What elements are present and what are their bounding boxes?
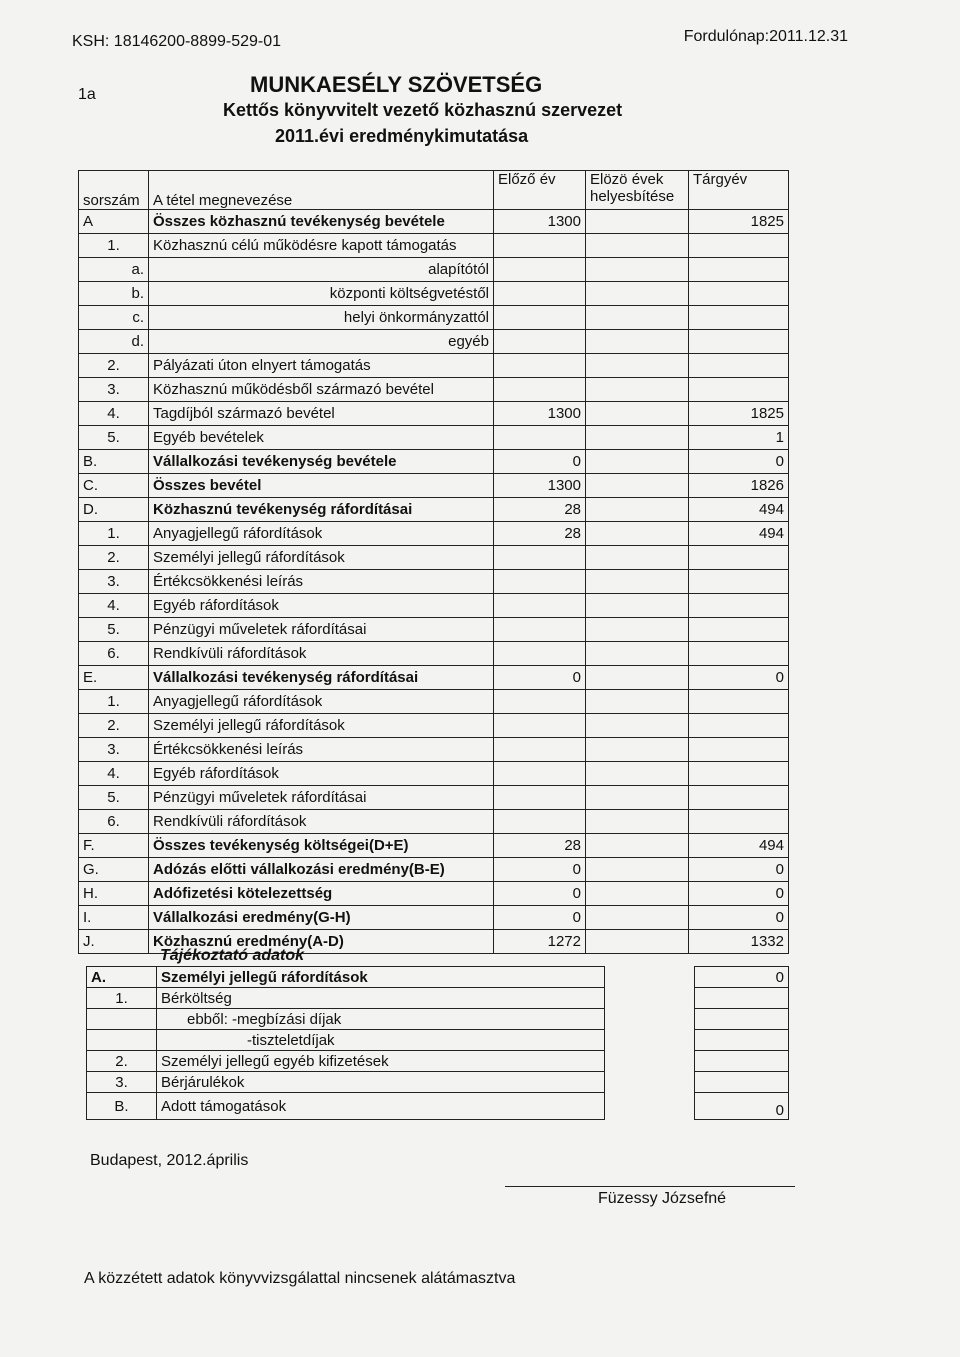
row-current-value	[689, 282, 789, 306]
table-row	[79, 666, 789, 690]
table-row	[79, 402, 789, 426]
row-correction-value	[586, 834, 689, 858]
report-title: 2011.évi eredménykimutatása	[275, 126, 529, 146]
table-row	[79, 786, 789, 810]
row-prev-value: 28	[494, 498, 586, 522]
row-correction-value	[586, 594, 689, 618]
info-row	[87, 1009, 789, 1030]
row-current-value	[689, 642, 789, 666]
info-row-current-value	[695, 1009, 789, 1030]
row-current-value	[689, 330, 789, 354]
row-index: D.	[79, 498, 149, 522]
table-row	[79, 570, 789, 594]
info-row-name: ebből: -megbízási díjak	[157, 1009, 605, 1030]
row-correction-value	[586, 786, 689, 810]
row-correction-value	[586, 714, 689, 738]
row-name: Adófizetési kötelezettség	[149, 882, 494, 906]
row-correction-value	[586, 402, 689, 426]
row-name: Egyéb ráfordítások	[149, 594, 494, 618]
row-current-value: 494	[689, 522, 789, 546]
row-correction-value	[586, 258, 689, 282]
info-row	[87, 1051, 789, 1072]
row-current-value: 0	[689, 882, 789, 906]
row-prev-value: 0	[494, 882, 586, 906]
col-sorszam: sorszám	[79, 171, 149, 210]
row-prev-value	[494, 570, 586, 594]
row-current-value: 1826	[689, 474, 789, 498]
row-prev-value	[494, 354, 586, 378]
organization-title: MUNKAESÉLY SZÖVETSÉG	[250, 72, 543, 97]
row-current-value: 0	[689, 858, 789, 882]
info-row-index: 1.	[87, 988, 157, 1009]
info-row	[87, 967, 789, 988]
row-index: 3.	[79, 378, 149, 402]
info-row-name: Bérjárulékok	[157, 1072, 605, 1093]
row-name: Összes bevétel	[149, 474, 494, 498]
info-row-name: -tiszteletdíjak	[157, 1030, 605, 1051]
row-prev-value	[494, 594, 586, 618]
table-row	[79, 858, 789, 882]
row-name: Vállalkozási eredmény(G-H)	[149, 906, 494, 930]
row-name: helyi önkormányzattól	[149, 306, 494, 330]
row-name: Közhasznú tevékenység ráfordításai	[149, 498, 494, 522]
row-index: 5.	[79, 786, 149, 810]
row-correction-value	[586, 738, 689, 762]
row-prev-value	[494, 258, 586, 282]
row-index: 1.	[79, 522, 149, 546]
row-index: H.	[79, 882, 149, 906]
row-current-value	[689, 570, 789, 594]
row-correction-value	[586, 930, 689, 954]
row-current-value	[689, 786, 789, 810]
info-row-name: Bérköltség	[157, 988, 605, 1009]
row-prev-value: 1300	[494, 474, 586, 498]
row-name: Közhasznú működésből származó bevétel	[149, 378, 494, 402]
row-prev-value	[494, 690, 586, 714]
info-row-current-value	[695, 1072, 789, 1093]
row-prev-value: 0	[494, 666, 586, 690]
info-row-current-value: 0	[695, 967, 789, 988]
row-name: Összes közhasznú tevékenység bevétele	[149, 210, 494, 234]
info-row	[87, 1093, 789, 1120]
row-correction-value	[586, 426, 689, 450]
row-correction-value	[586, 210, 689, 234]
row-prev-value: 0	[494, 858, 586, 882]
row-name: Közhasznú célú működésre kapott támogatás	[149, 234, 494, 258]
row-correction-value	[586, 282, 689, 306]
row-name: Rendkívüli ráfordítások	[149, 810, 494, 834]
row-prev-value: 1300	[494, 210, 586, 234]
table-row	[79, 594, 789, 618]
row-prev-value	[494, 810, 586, 834]
row-name: Személyi jellegű ráfordítások	[149, 546, 494, 570]
row-index: 4.	[79, 402, 149, 426]
row-current-value: 1825	[689, 210, 789, 234]
row-index: 4.	[79, 594, 149, 618]
row-index: I.	[79, 906, 149, 930]
table-row	[79, 450, 789, 474]
info-gap	[605, 1009, 695, 1030]
row-index: 6.	[79, 642, 149, 666]
signature-line	[505, 1186, 795, 1187]
table-row	[79, 762, 789, 786]
row-current-value: 1332	[689, 930, 789, 954]
row-name: Anyagjellegű ráfordítások	[149, 690, 494, 714]
row-name: Értékcsökkenési leírás	[149, 738, 494, 762]
row-index: 2.	[79, 546, 149, 570]
row-prev-value: 1272	[494, 930, 586, 954]
row-name: Adózás előtti vállalkozási eredmény(B-E)	[149, 858, 494, 882]
row-name: Rendkívüli ráfordítások	[149, 642, 494, 666]
info-row-current-value	[695, 1051, 789, 1072]
info-gap	[605, 1030, 695, 1051]
table-row	[79, 306, 789, 330]
row-name: Pénzügyi műveletek ráfordításai	[149, 618, 494, 642]
row-current-value: 494	[689, 498, 789, 522]
row-current-value	[689, 810, 789, 834]
table-row	[79, 426, 789, 450]
table-row	[79, 810, 789, 834]
row-correction-value	[586, 810, 689, 834]
info-row-name: Személyi jellegű egyéb kifizetések	[157, 1051, 605, 1072]
table-row	[79, 522, 789, 546]
row-name: alapítótól	[149, 258, 494, 282]
row-name: Közhasznú eredmény(A-D)	[149, 930, 494, 954]
row-correction-value	[586, 882, 689, 906]
row-current-value: 494	[689, 834, 789, 858]
info-row-current-value	[695, 988, 789, 1009]
info-row-name: Adott támogatások	[157, 1093, 605, 1120]
col-prev: Előző év	[494, 171, 586, 210]
info-row	[87, 1072, 789, 1093]
info-row-current-value: 0	[695, 1093, 789, 1120]
row-current-value	[689, 234, 789, 258]
info-gap	[605, 1093, 695, 1120]
row-index: 1.	[79, 234, 149, 258]
info-gap	[605, 1072, 695, 1093]
ksh-number: KSH: 18146200-8899-529-01	[72, 33, 282, 50]
form-code: 1a	[78, 86, 96, 103]
table-row	[79, 690, 789, 714]
row-index: 2.	[79, 714, 149, 738]
row-current-value: 0	[689, 906, 789, 930]
row-prev-value: 28	[494, 522, 586, 546]
info-gap	[605, 967, 695, 988]
row-prev-value: 28	[494, 834, 586, 858]
row-index: c.	[79, 306, 149, 330]
row-current-value: 1825	[689, 402, 789, 426]
row-index: A	[79, 210, 149, 234]
info-gap	[605, 988, 695, 1009]
row-name: Egyéb bevételek	[149, 426, 494, 450]
turning-date: Fordulónap:2011.12.31	[683, 28, 848, 45]
row-correction-value	[586, 354, 689, 378]
row-index: 1.	[79, 690, 149, 714]
row-index: G.	[79, 858, 149, 882]
row-current-value: 0	[689, 450, 789, 474]
table-row	[79, 906, 789, 930]
info-row-index	[87, 1030, 157, 1051]
signer-name: Füzessy Józsefné	[598, 1190, 727, 1207]
row-name: Értékcsökkenési leírás	[149, 570, 494, 594]
income-statement-table	[78, 170, 789, 954]
table-row	[79, 210, 789, 234]
row-current-value	[689, 738, 789, 762]
table-row	[79, 234, 789, 258]
row-correction-value	[586, 570, 689, 594]
row-current-value	[689, 594, 789, 618]
table-row	[79, 282, 789, 306]
row-current-value	[689, 546, 789, 570]
row-prev-value	[494, 306, 586, 330]
row-name: Pénzügyi műveletek ráfordításai	[149, 786, 494, 810]
info-row-index: A.	[87, 967, 157, 988]
row-current-value	[689, 762, 789, 786]
info-row-current-value	[695, 1030, 789, 1051]
row-index: b.	[79, 282, 149, 306]
col-name: A tétel megnevezése	[149, 171, 494, 210]
row-correction-value	[586, 618, 689, 642]
row-name: Vállalkozási tevékenység bevétele	[149, 450, 494, 474]
row-current-value	[689, 378, 789, 402]
info-row-name: Személyi jellegű ráfordítások	[157, 967, 605, 988]
row-name: Személyi jellegű ráfordítások	[149, 714, 494, 738]
row-prev-value	[494, 618, 586, 642]
row-correction-value	[586, 762, 689, 786]
row-name: Egyéb ráfordítások	[149, 762, 494, 786]
info-row-index: B.	[87, 1093, 157, 1120]
row-correction-value	[586, 330, 689, 354]
row-index: a.	[79, 258, 149, 282]
row-index: d.	[79, 330, 149, 354]
row-correction-value	[586, 690, 689, 714]
row-prev-value	[494, 714, 586, 738]
row-correction-value	[586, 546, 689, 570]
row-index: 6.	[79, 810, 149, 834]
row-index: J.	[79, 930, 149, 954]
row-index: 2.	[79, 354, 149, 378]
row-name: központi költségvetéstől	[149, 282, 494, 306]
table-row	[79, 378, 789, 402]
row-current-value: 1	[689, 426, 789, 450]
table-row	[79, 618, 789, 642]
row-prev-value	[494, 546, 586, 570]
table-row	[79, 354, 789, 378]
row-index: B.	[79, 450, 149, 474]
row-name: Összes tevékenység költségei(D+E)	[149, 834, 494, 858]
row-prev-value: 0	[494, 450, 586, 474]
row-correction-value	[586, 666, 689, 690]
row-correction-value	[586, 906, 689, 930]
info-row-index: 2.	[87, 1051, 157, 1072]
place-date: Budapest, 2012.április	[90, 1152, 249, 1169]
row-name: Anyagjellegű ráfordítások	[149, 522, 494, 546]
col-correction: Elözö évek helyesbítése	[586, 171, 689, 210]
row-correction-value	[586, 306, 689, 330]
info-table	[86, 966, 789, 1120]
row-prev-value	[494, 738, 586, 762]
info-row-index: 3.	[87, 1072, 157, 1093]
row-correction-value	[586, 498, 689, 522]
organization-type: Kettős könyvvitelt vezető közhasznú szervezet	[223, 100, 623, 120]
audit-note: A közzétett adatok könyvvizsgálattal nincsenek alátámasztva	[84, 1270, 516, 1287]
row-correction-value	[586, 522, 689, 546]
col-current: Tárgyév	[689, 171, 789, 210]
row-name: Pályázati úton elnyert támogatás	[149, 354, 494, 378]
row-index: 3.	[79, 570, 149, 594]
table-row	[79, 738, 789, 762]
row-correction-value	[586, 234, 689, 258]
row-prev-value	[494, 234, 586, 258]
table-row	[79, 642, 789, 666]
table-row	[79, 546, 789, 570]
info-row	[87, 1030, 789, 1051]
row-name: Tagdíjból származó bevétel	[149, 402, 494, 426]
row-correction-value	[586, 450, 689, 474]
row-index: 5.	[79, 618, 149, 642]
row-current-value	[689, 354, 789, 378]
table-row	[79, 474, 789, 498]
row-correction-value	[586, 378, 689, 402]
row-prev-value	[494, 378, 586, 402]
row-current-value: 0	[689, 666, 789, 690]
row-index: 4.	[79, 762, 149, 786]
info-section-title: Tájékoztató adatok	[160, 947, 305, 964]
table-row	[79, 498, 789, 522]
row-correction-value	[586, 642, 689, 666]
row-current-value	[689, 306, 789, 330]
row-correction-value	[586, 474, 689, 498]
row-prev-value: 1300	[494, 402, 586, 426]
table-row	[79, 882, 789, 906]
row-prev-value	[494, 642, 586, 666]
row-prev-value	[494, 330, 586, 354]
row-current-value	[689, 714, 789, 738]
row-prev-value	[494, 426, 586, 450]
row-prev-value	[494, 762, 586, 786]
info-gap	[605, 1051, 695, 1072]
table-row	[79, 258, 789, 282]
row-index: 3.	[79, 738, 149, 762]
row-current-value	[689, 690, 789, 714]
row-index: E.	[79, 666, 149, 690]
row-prev-value	[494, 786, 586, 810]
table-row	[79, 834, 789, 858]
table-row	[79, 330, 789, 354]
row-name: Vállalkozási tevékenység ráfordításai	[149, 666, 494, 690]
table-row	[79, 714, 789, 738]
info-row-index	[87, 1009, 157, 1030]
row-name: egyéb	[149, 330, 494, 354]
row-prev-value	[494, 282, 586, 306]
row-correction-value	[586, 858, 689, 882]
row-current-value	[689, 618, 789, 642]
row-current-value	[689, 258, 789, 282]
row-index: C.	[79, 474, 149, 498]
row-index: F.	[79, 834, 149, 858]
row-prev-value: 0	[494, 906, 586, 930]
row-index: 5.	[79, 426, 149, 450]
info-row	[87, 988, 789, 1009]
